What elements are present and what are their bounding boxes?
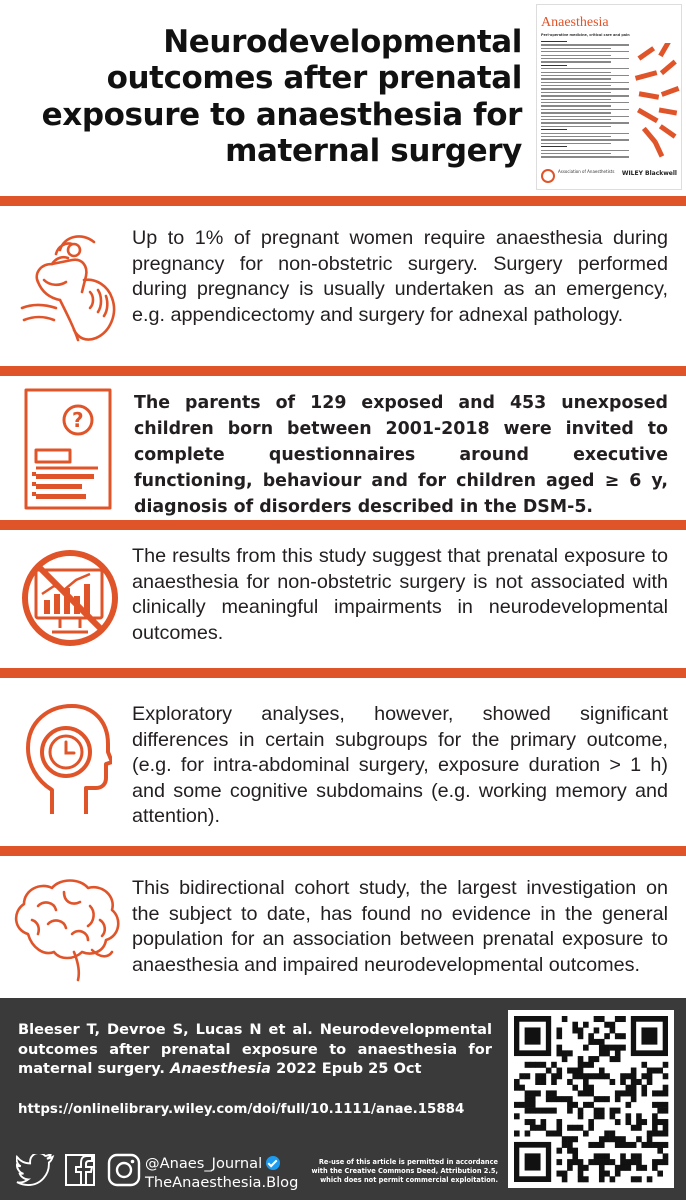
- qr-code[interactable]: [508, 1010, 674, 1188]
- instagram-icon[interactable]: [102, 1152, 146, 1188]
- cover-subtitle: Peri-operative medicine, critical care and pain: [541, 33, 630, 37]
- footer: [0, 998, 686, 1200]
- divider-band: [0, 846, 686, 856]
- verified-badge-icon: [266, 1156, 280, 1170]
- summary-section-3: [0, 530, 686, 668]
- cover-association: Association of Anaesthetists: [558, 169, 615, 174]
- section-5-text: This bidirectional cohort study, the largest investigation on the subject to date, has found no evidence in the general population for an association between prenatal exposure to anaesthesia and impaired neurodevelopmental outcomes.: [132, 877, 668, 976]
- association-logo-icon: [541, 169, 555, 183]
- doi-link[interactable]: https://onlinelibrary.wiley.com/doi/full/10.1111/anae.15884: [18, 1102, 465, 1117]
- twitter-handle[interactable]: @Anaes_Journal: [145, 1155, 263, 1172]
- section-4-text: Exploratory analyses, however, showed significant differences in certain subgroups for the primary outcome, (e.g. for intra-abdominal surgery, exposure duration > 1 h) and some cognitive subdomains (e.g. working memory and attention).: [132, 703, 668, 828]
- facebook-icon[interactable]: [58, 1152, 102, 1188]
- section-1-text: Up to 1% of pregnant women require anaesthesia during pregnancy for non-obstetric surgery. Surgery performed during pregnancy is usually undertaken as an emergency, e.g. appendicectomy and surgery for adnexal pathology.: [132, 227, 668, 326]
- header: [0, 0, 686, 192]
- summary-section-1: [0, 206, 686, 366]
- section-3-text: The results from this study suggest that prenatal exposure to anaesthesia for non-obstetric surgery is not associated with clinically meaningful impairments in neurodevelopmental outcomes.: [132, 545, 668, 644]
- divider-band: [0, 196, 686, 206]
- divider-band: [0, 366, 686, 376]
- cover-journal-title: Anaesthesia: [541, 15, 609, 30]
- divider-band: [0, 520, 686, 530]
- cover-decoration-icon: [633, 43, 681, 159]
- page-title: Neurodevelopmental outcomes after prenatal exposure to anaesthesia for maternal surgery: [41, 24, 522, 169]
- svg-text:?: ?: [72, 408, 84, 432]
- head-clock-icon: [22, 702, 112, 818]
- twitter-icon[interactable]: [14, 1152, 58, 1188]
- no-impairment-chart-monitor-icon: [20, 544, 120, 652]
- social-icons: [14, 1152, 146, 1188]
- citation: Bleeser T, Devroe S, Lucas N et al. Neurodevelopmental outcomes after prenatal exposure to anaesthesia for maternal surgery. Anaesthesia 2022 Epub 25 Oct: [18, 1021, 492, 1077]
- questionnaire-document-icon: [22, 386, 114, 512]
- summary-section-4: [0, 678, 686, 846]
- journal-cover-thumbnail: [536, 4, 682, 190]
- blog-link[interactable]: TheAnaesthesia.Blog: [145, 1173, 299, 1191]
- divider-band: [0, 668, 686, 678]
- brain-icon: [8, 876, 126, 982]
- pregnant-patient-anaesthesia-mask-icon: [16, 220, 124, 350]
- social-handles: [145, 1155, 298, 1192]
- license-note: Re-use of this article is permitted in accordance with the Creative Commons Deed, Attribution 2.5, which does not permit commercial exploitation.: [311, 1158, 498, 1184]
- summary-section-5: [0, 856, 686, 998]
- section-2-text: The parents of 129 exposed and 453 unexposed children born between 2001-2018 were invited to complete questionnaires around executive functioning, behaviour and for children aged ≥ 6 y, diagnosis of disorders described in the DSM-5.: [134, 393, 668, 517]
- cover-publisher: WILEY Blackwell: [621, 170, 677, 177]
- cover-contents-lines: [541, 41, 629, 160]
- summary-section-2: [0, 376, 686, 520]
